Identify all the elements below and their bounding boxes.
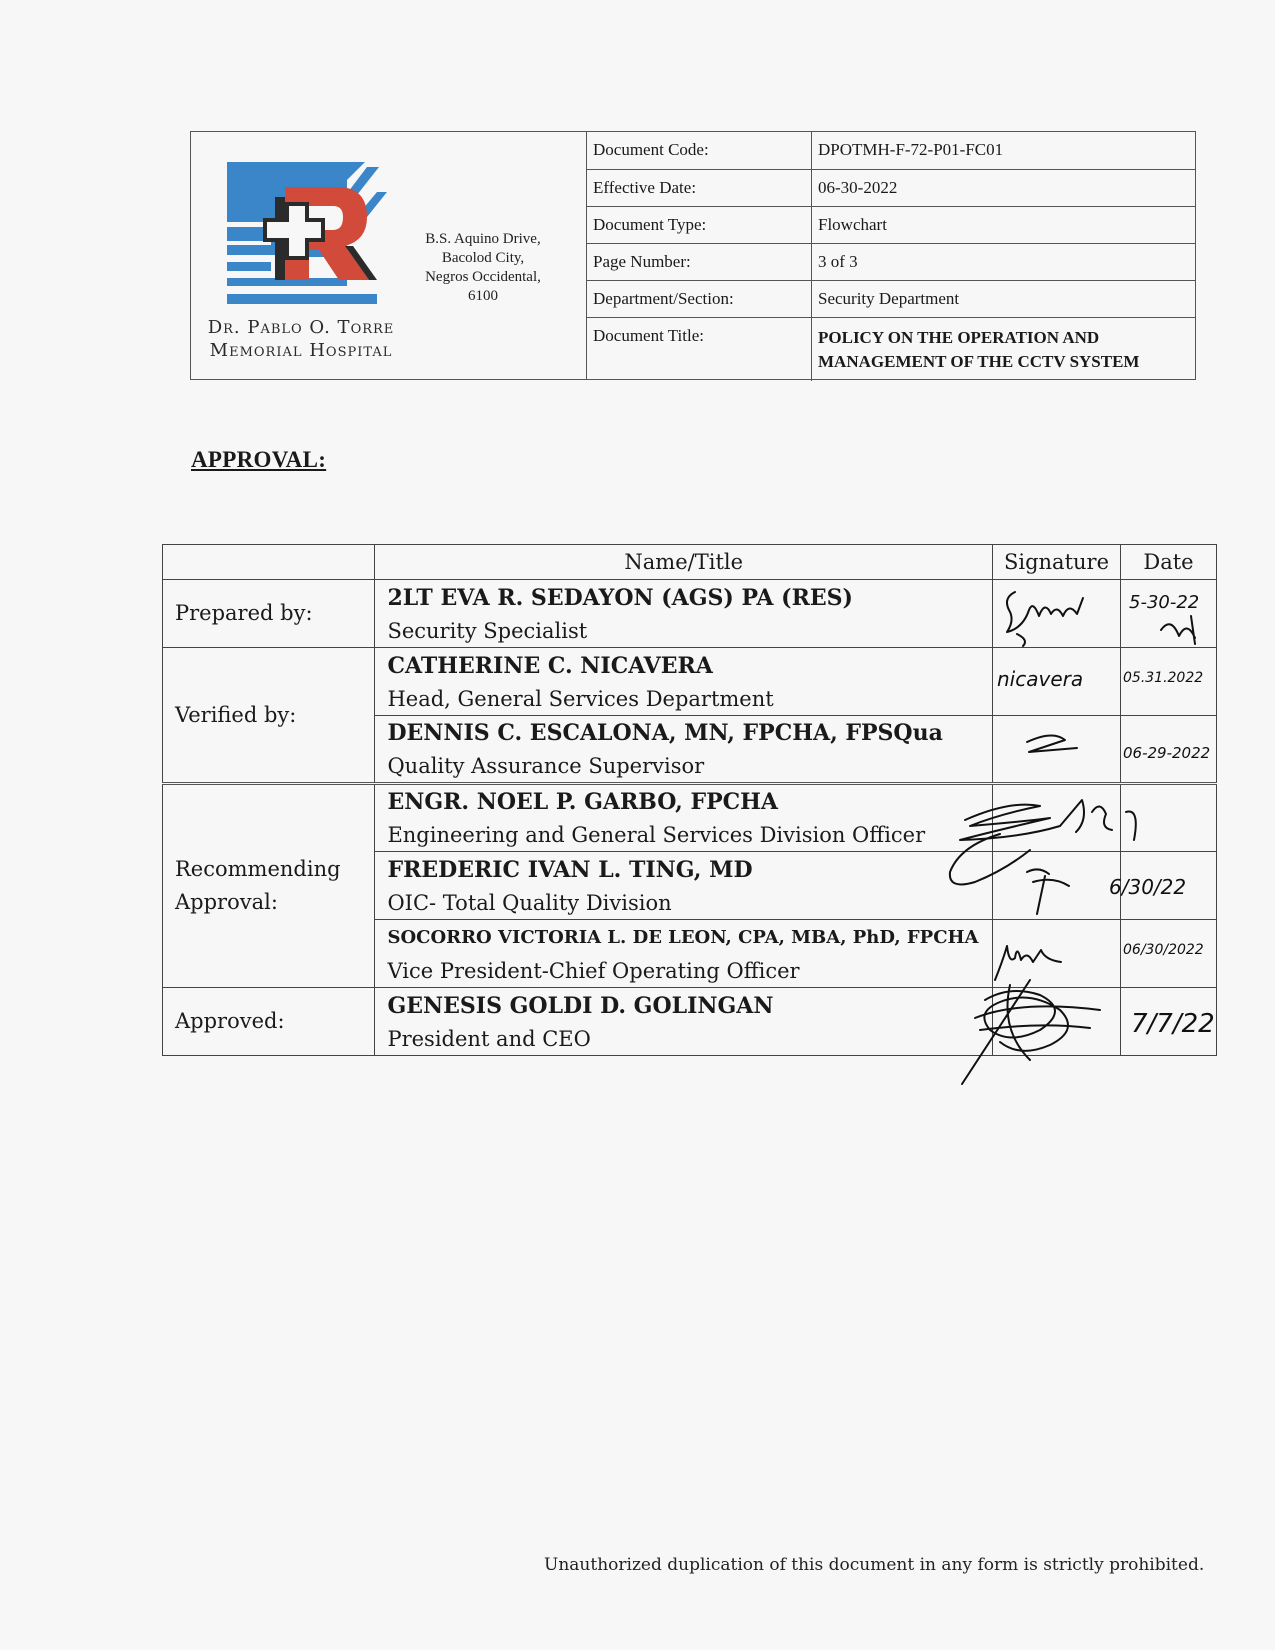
date-text: 06-29-2022: [1123, 744, 1211, 762]
handwritten-date: [1121, 648, 1218, 716]
person-title: Security Specialist: [387, 618, 588, 643]
hospital-logo: [227, 162, 387, 312]
date-text: 5-30-22: [1129, 592, 1200, 613]
person-name: GENESIS GOLDI D. GOLINGAN: [387, 992, 774, 1019]
signature-cell: [993, 716, 1121, 784]
signature-mark: [993, 920, 1121, 988]
info-row-type: [587, 206, 1195, 243]
address-line1: B.S. Aquino Drive,: [425, 231, 541, 247]
document-title-line2: MANAGEMENT OF THE CCTV SYSTEM: [818, 351, 1140, 371]
signature-mark: [993, 716, 1121, 784]
role-prepared: Prepared by:: [163, 580, 375, 648]
info-row-code: [587, 132, 1195, 169]
address-line3: Negros Occidental,: [425, 269, 541, 285]
date-cell: [1121, 716, 1217, 784]
document-info: [587, 132, 1195, 379]
info-label: Document Title:: [587, 317, 812, 381]
name-title-cell: [375, 648, 993, 716]
hospital-name-line2: Memorial Hospital: [209, 340, 393, 361]
info-row-effective-date: [587, 169, 1195, 206]
role-line1: Recommending: [175, 857, 341, 881]
info-label: Document Type:: [587, 206, 812, 243]
person-name: DENNIS C. ESCALONA, MN, FPCHA, FPSQua: [387, 720, 943, 746]
info-label: Document Code:: [587, 132, 812, 169]
handwritten-date: [1121, 920, 1218, 988]
info-value: Flowchart: [812, 206, 1196, 243]
table-row: [163, 784, 1217, 852]
document-title-line1: POLICY ON THE OPERATION AND: [818, 327, 1100, 347]
signature-cell: [993, 920, 1121, 988]
signature-cell: [993, 648, 1121, 716]
info-value: 06-30-2022: [812, 169, 1196, 206]
signature-header: Signature: [993, 545, 1121, 580]
person-title: President and CEO: [387, 1026, 591, 1051]
date-text: 7/7/22: [1131, 1009, 1215, 1039]
approval-table: [162, 544, 1217, 1056]
signature-cell: [993, 852, 1121, 920]
date-text: 06/30/2022: [1123, 942, 1204, 958]
date-cell: [1121, 988, 1217, 1056]
info-value: DPOTMH-F-72-P01-FC01: [812, 132, 1196, 169]
name-title-cell: [375, 716, 993, 784]
role-recommending: [163, 784, 375, 988]
person-title: Quality Assurance Supervisor: [387, 754, 705, 778]
person-name: 2LT EVA R. SEDAYON (AGS) PA (RES): [387, 584, 853, 611]
handwritten-date: [1121, 988, 1218, 1056]
name-title-cell: [375, 920, 993, 988]
footer-notice: Unauthorized duplication of this document in any form is strictly prohibited.: [544, 1555, 1205, 1575]
person-name: CATHERINE C. NICAVERA: [387, 652, 713, 679]
person-title: Vice President-Chief Operating Officer: [387, 958, 800, 983]
date-header: Date: [1121, 545, 1217, 580]
document-header: [190, 131, 1196, 380]
hospital-address: [413, 230, 553, 306]
info-label: Effective Date:: [587, 169, 812, 206]
approval-heading: APPROVAL:: [191, 447, 327, 472]
info-value: [812, 317, 1196, 381]
info-label: Page Number:: [587, 243, 812, 280]
role-approved: Approved:: [163, 988, 375, 1056]
hospital-brand: [191, 132, 587, 379]
person-name: ENGR. NOEL P. GARBO, FPCHA: [387, 789, 778, 815]
signature-mark: [993, 580, 1121, 648]
handwritten-date: [1109, 852, 1218, 920]
info-label: Department/Section:: [587, 280, 812, 317]
name-title-cell: [375, 580, 993, 648]
signature-cell: [993, 988, 1121, 1056]
date-cell: [1121, 920, 1217, 988]
hospital-name: [199, 316, 403, 362]
table-row: [163, 988, 1217, 1056]
document-info-table: [587, 132, 1195, 381]
role-header: [163, 545, 375, 580]
info-row-department: [587, 280, 1195, 317]
table-row: [163, 648, 1217, 716]
info-row-page: [587, 243, 1195, 280]
signature-text: nicavera: [997, 667, 1084, 691]
info-row-title: [587, 317, 1195, 381]
approval-header-row: [163, 545, 1217, 580]
name-title-cell: [375, 988, 993, 1056]
person-title: Head, General Services Department: [387, 686, 774, 711]
date-cell: [1121, 648, 1217, 716]
info-value: Security Department: [812, 280, 1196, 317]
name-title-header: Name/Title: [375, 545, 993, 580]
name-title-cell: [375, 784, 993, 852]
handwritten-date: [1121, 580, 1218, 648]
signature-cell: [993, 784, 1121, 852]
address-line4: 6100: [468, 288, 498, 304]
handwritten-date: [1121, 716, 1218, 784]
name-title-cell: [375, 852, 993, 920]
hospital-name-line1: Dr. Pablo O. Torre: [207, 317, 395, 338]
person-name: SOCORRO VICTORIA L. DE LEON, CPA, MBA, PhD, FPCHA: [387, 926, 979, 948]
signature-mark: [993, 648, 1121, 716]
table-row: [163, 580, 1217, 648]
role-verified: Verified by:: [163, 648, 375, 784]
person-title: Engineering and General Services Division Officer: [387, 823, 926, 847]
signature-mark: [993, 852, 1121, 920]
date-cell: [1121, 580, 1217, 648]
date-cell: [1121, 784, 1217, 852]
signature-cell: [993, 580, 1121, 648]
date-text: 05.31.2022: [1123, 670, 1204, 686]
role-line2: Approval:: [175, 890, 278, 914]
person-name: FREDERIC IVAN L. TING, MD: [387, 856, 753, 883]
person-title: OIC- Total Quality Division: [387, 890, 672, 915]
date-cell: [1109, 852, 1217, 920]
document-title: [818, 326, 1189, 374]
info-value: 3 of 3: [812, 243, 1196, 280]
address-line2: Bacolod City,: [441, 250, 525, 266]
date-text: 6/30/22: [1109, 875, 1187, 899]
